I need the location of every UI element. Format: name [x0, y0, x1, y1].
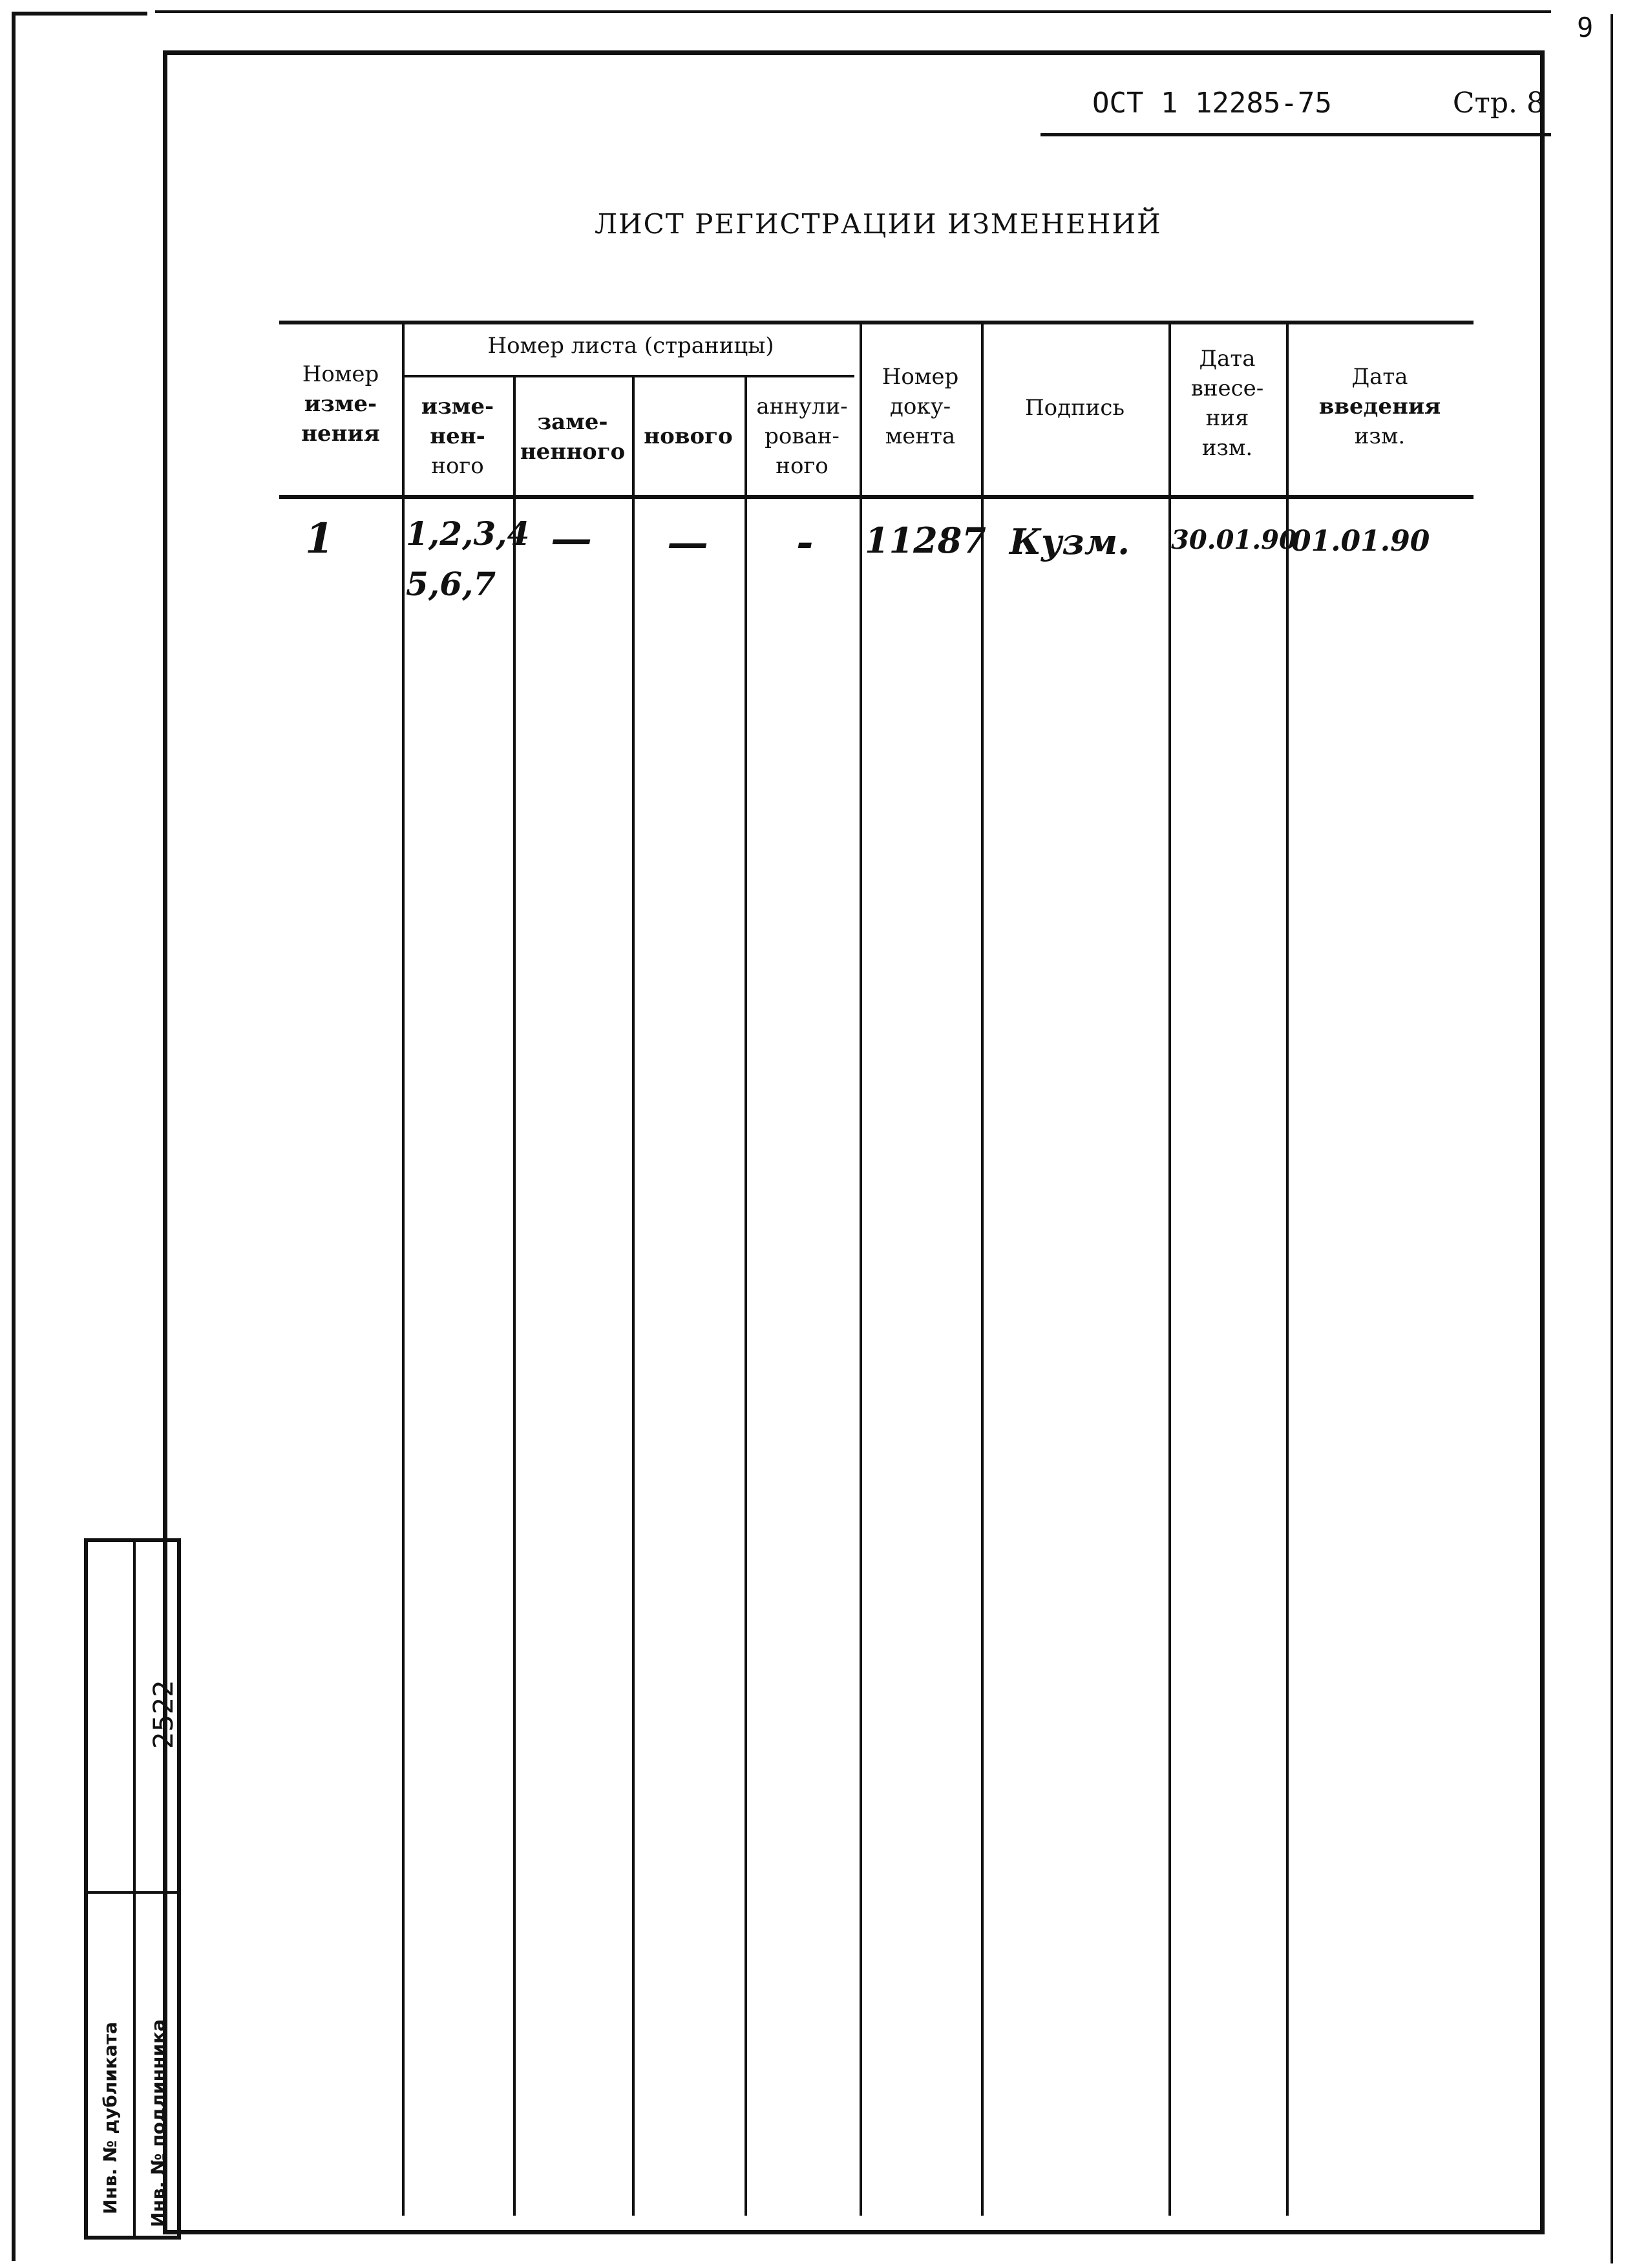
corner-page-number: 9	[1577, 12, 1594, 43]
header-new: нового	[644, 423, 733, 449]
inventory-stamp	[84, 1538, 181, 2240]
stamp-label-original: Инв. № подлинника	[147, 2019, 169, 2227]
col-divider-2	[513, 376, 516, 2216]
row-entry-date: 30.01.90	[1171, 525, 1297, 555]
row-effective-date: 01.01.90	[1291, 525, 1430, 558]
stamp-original-number: 2522	[147, 1680, 179, 1749]
col-divider-7	[1168, 321, 1171, 2216]
outer-top-border-left	[12, 12, 147, 16]
page-title: ЛИСТ РЕГИСТРАЦИИ ИЗМЕНЕНИЙ	[595, 208, 1162, 240]
outer-top-border	[155, 10, 1551, 13]
col-divider-6	[981, 321, 984, 2216]
standard-code: ОСТ 1 12285-75	[1092, 87, 1332, 120]
table-header-rule	[279, 495, 1474, 499]
page-label: Стр. 8	[1452, 87, 1545, 120]
stamp-label-duplicate: Инв. № дубликата	[100, 2022, 121, 2214]
row-document-number: 11287	[865, 520, 986, 561]
header-signature: Подпись	[1025, 395, 1125, 421]
change-registration-table	[279, 321, 1474, 2216]
col-divider-5	[860, 321, 862, 2216]
col-divider-1	[402, 321, 405, 2216]
group-header-rule	[402, 375, 854, 377]
outer-left-border	[12, 12, 16, 2261]
header-change-number: Номер изме- нения	[301, 361, 380, 447]
stamp-divider-vertical	[133, 1542, 136, 2236]
header-changed: изме- нен- ного	[421, 394, 494, 479]
row-replaced: —	[551, 514, 592, 563]
row-changed-sheets-2: 5,6,7	[406, 565, 496, 603]
header-effective-date: Дата введения изм.	[1318, 364, 1441, 449]
row-changed-sheets-1: 1,2,3,4	[406, 514, 530, 553]
col-divider-4	[745, 376, 747, 2216]
header-cancelled: аннули- рован- ного	[756, 394, 848, 479]
header-document-number: Номер доку- мента	[882, 364, 959, 449]
document-header	[1041, 81, 1551, 136]
row-signature: Кузм.	[1009, 521, 1130, 562]
row-cancelled: -	[796, 518, 814, 567]
table-top-rule	[279, 321, 1474, 324]
col-divider-8	[1286, 321, 1289, 2216]
header-replaced: заме- ненного	[520, 409, 626, 465]
stamp-divider-horizontal	[88, 1891, 177, 1894]
col-divider-3	[632, 376, 635, 2216]
row-new: —	[667, 518, 708, 567]
row-change-number: 1	[305, 514, 334, 563]
header-entry-date: Дата внесе- ния изм.	[1190, 346, 1264, 461]
header-sheet-number-group: Номер листа (страницы)	[487, 333, 774, 359]
outer-right-border	[1611, 14, 1613, 2263]
